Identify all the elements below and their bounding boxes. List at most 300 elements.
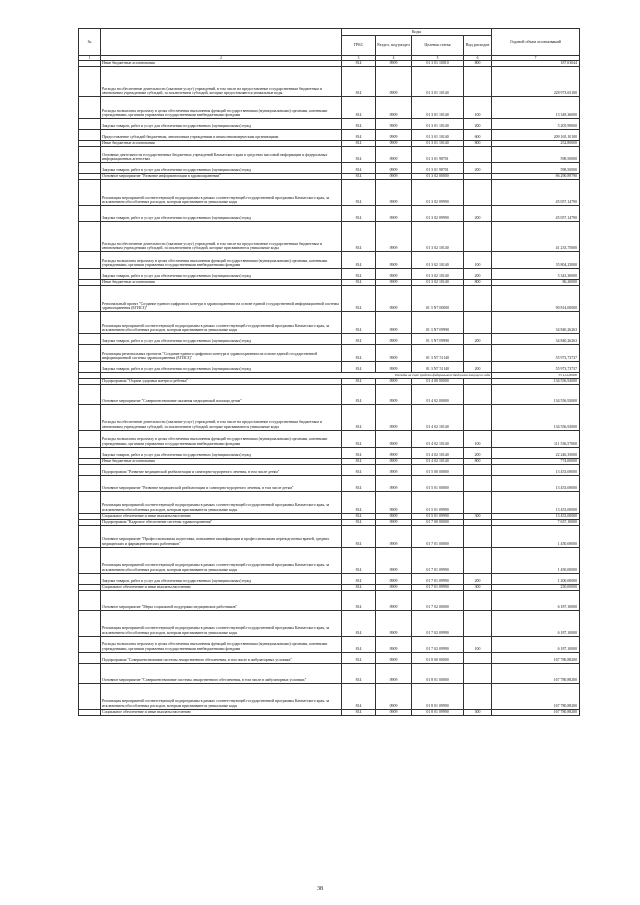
row-grbs-cell: 814 [342,345,376,362]
table-row [79,334,580,345]
row-name-cell: Социальное обеспечение и иные выплаты населению [101,709,342,715]
table-row [79,119,580,130]
row-vr-cell: 800 [464,458,492,464]
table-row [79,312,580,334]
table-row [79,269,580,280]
row-grbs-cell: 814 [342,286,376,312]
row-name-cell: Основное мероприятие "Совершенствование системы лекарственного обеспечения, в том числе в амбулаторных условиях" [101,663,342,683]
row-vr-cell [464,652,492,663]
row-number-cell [79,430,101,447]
row-name-cell: Реализация мероприятий соответствующей подпрограммы в рамках соответствующей государственной программы Камчатского края, за исключением обособленных расходов, которым присваиваются уникальные коды [101,312,342,334]
row-vr-cell [464,222,492,252]
row-name-cell: Закупка товаров, работ и услуг для обеспечения государственных (муниципальных) нужд [101,119,342,130]
row-number-cell [79,252,101,269]
col-index: 3 [342,56,376,61]
row-grbs-cell: 814 [342,222,376,252]
row-razdel-cell: 0909 [376,286,412,312]
row-number-cell [79,312,101,334]
row-grbs-cell: 814 [342,458,376,464]
row-name-cell: Подпрограмма "Развитие медицинской реабилитации и санаторно-курортного лечения, в том числе детям" [101,464,342,475]
row-vr-cell: 200 [464,362,492,373]
table-row [79,130,580,141]
row-name-cell: Реализация мероприятий соответствующей подпрограммы в рамках соответствующей государственной программы Камчатского края, за исключением обособленных расходов, которым присваиваются уникальные коды [101,547,342,573]
row-name-cell: Закупка товаров, работ и услуг для обеспечения государственных (муниципальных) нужд [101,206,342,222]
row-cs-cell: 01 3 01 10140 [412,119,464,130]
row-vr-cell [464,663,492,683]
row-name-cell: Расходы на выплаты персоналу в целях обеспечения выполнения функций государственными (муниципальными) органами, казенными учреждениями, органами управления государственными внебюджетными фондами [101,430,342,447]
row-number-cell [79,180,101,206]
row-number-cell [79,286,101,312]
row-name-cell: Основные деятельности государственных бюджетных учреждений Камчатского края в средствах массовой информации и федеральных информационных агентствах [101,147,342,163]
row-cs-cell: 01 8 00 00000 [412,652,464,663]
row-razdel-cell: 0909 [376,447,412,458]
row-sum-cell: 1 200,00000 [492,573,580,584]
row-number-cell [79,404,101,430]
row-name-cell: Закупка товаров, работ и услуг для обеспечения государственных (муниципальных) нужд [101,269,342,280]
row-grbs-cell: 814 [342,652,376,663]
row-cs-cell: 01 4 02 10140 [412,458,464,464]
row-razdel-cell: 0909 [376,130,412,141]
row-vr-cell [464,464,492,475]
row-razdel-cell: 0909 [376,180,412,206]
row-name-cell: Иные бюджетные ассигнования [101,280,342,286]
row-sum-cell: 55 973,73737 [492,345,580,362]
row-name-cell: Закупка товаров, работ и услуг для обеспечения государственных (муниципальных) нужд [101,362,342,373]
row-grbs-cell: 814 [342,119,376,130]
row-sum-cell: 167 780,88200 [492,652,580,663]
codes-header: Коды [342,29,492,36]
table-body [79,61,580,716]
row-cs-cell: 01 3 01 10140 [412,141,464,147]
row-number-cell [79,130,101,141]
row-cs-cell: 01 3 N7 51140 [412,362,464,373]
row-grbs-cell: 814 [342,525,376,547]
row-vr-cell: 100 [464,430,492,447]
table-row [79,464,580,475]
row-cs-cell: 01 3 02 09990 [412,180,464,206]
row-razdel-cell: 0909 [376,491,412,513]
row-cs-cell: 01 8 01 09990 [412,683,464,709]
table-row [79,709,580,715]
row-number-cell [79,663,101,683]
table-row [79,636,580,652]
row-cs-cell: 01 5 00 00000 [412,464,464,475]
row-razdel-cell: 0909 [376,652,412,663]
row-razdel-cell: 0909 [376,464,412,475]
col-index: 6 [464,56,492,61]
row-name-cell: Реализация мероприятий соответствующей подпрограммы в рамках соответствующей государственной программы Камчатского края, за исключением обособленных расходов, которым присваиваются уникальные коды [101,180,342,206]
row-number-cell [79,67,101,97]
row-number-cell [79,709,101,715]
table-row [79,404,580,430]
row-cs-cell: 01 7 01 09990 [412,584,464,590]
table-row [79,252,580,269]
row-grbs-cell: 814 [342,491,376,513]
col-index: 1 [79,56,101,61]
table-row [79,590,580,610]
row-name-cell: Расходы на выплаты персоналу в целях обеспечения выполнения функций государственными (муниципальными) органами, казенными учреждениями, органами управления государственными внебюджетными фондами [101,252,342,269]
col-razdel-header: Раздел, под-раздел [376,36,412,56]
row-vr-cell: 300 [464,513,492,519]
row-number-cell [79,475,101,491]
row-razdel-cell: 0909 [376,384,412,404]
row-grbs-cell: 814 [342,252,376,269]
row-grbs-cell: 814 [342,584,376,590]
table-row [79,573,580,584]
row-number-cell [79,525,101,547]
row-sum-cell: 209 165,10100 [492,130,580,141]
table-row [79,206,580,222]
table-row [79,683,580,709]
row-razdel-cell: 0909 [376,174,412,180]
row-number-cell [79,652,101,663]
page-number: 38 [317,886,323,892]
row-cs-cell: 01 3 02 10140 [412,280,464,286]
row-grbs-cell: 814 [342,610,376,636]
row-razdel-cell: 0909 [376,163,412,174]
row-grbs-cell: 814 [342,206,376,222]
col-vr-header: Вид расходов [464,36,492,56]
row-razdel-cell: 0909 [376,519,412,525]
row-sum-cell: 134 556,92000 [492,378,580,384]
row-sum-cell: 86,20000 [492,280,580,286]
row-cs-cell: 01 7 02 09990 [412,610,464,636]
row-sum-cell: 90 814,00000 [492,286,580,312]
col-index: 5 [412,56,464,61]
row-razdel-cell: 0909 [376,280,412,286]
row-vr-cell [464,147,492,163]
row-razdel-cell: 0909 [376,636,412,652]
row-name-cell: Расходы на выплаты персоналу в целях обеспечения выполнения функций государственными (муниципальными) органами, казенными учреждениями, органами управления государственными внебюджетными фондами [101,97,342,119]
row-razdel-cell: 0909 [376,430,412,447]
row-cs-cell: 01 3 01 10010 [412,61,464,67]
row-name-cell: Основное мероприятие "Совершенствование оказания медицинской помощи детям" [101,384,342,404]
row-cs-cell: 01 7 02 00000 [412,590,464,610]
col-index: 2 [101,56,342,61]
row-cs-cell: 01 8 01 00000 [412,663,464,683]
row-vr-cell [464,180,492,206]
row-cs-cell: 01 3 N7 09990 [412,334,464,345]
row-vr-cell [464,683,492,709]
row-number-cell [79,384,101,404]
row-razdel-cell: 0909 [376,147,412,163]
row-vr-cell [464,345,492,362]
row-cs-cell: 01 3 02 10140 [412,222,464,252]
row-sum-cell: 187,03044 [492,61,580,67]
row-name-cell: Основное мероприятие "Меры социальной поддержки медицинских работников" [101,590,342,610]
row-cs-cell: 01 3 01 10140 [412,97,464,119]
row-razdel-cell: 0909 [376,584,412,590]
col-name-header [101,29,342,56]
note-text: Расходы за счет средств федерального бюджета текущего года [101,373,492,379]
row-grbs-cell: 814 [342,269,376,280]
row-sum-cell: 6 187,10000 [492,636,580,652]
table-row [79,430,580,447]
row-sum-cell: 22 246,35000 [492,447,580,458]
row-number-cell [79,590,101,610]
row-name-cell: Расходы на обеспечение деятельности (оказание услуг) учреждений, в том числе на предоставление государственным бюджетным и автономным учреждениям субсидий, за исключением субсидий, которые предоставляются уникальные коды [101,67,342,97]
row-razdel-cell: 0909 [376,61,412,67]
row-name-cell: Иные бюджетные ассигнования [101,458,342,464]
row-sum-cell: 45 057,14790 [492,180,580,206]
row-vr-cell: 200 [464,334,492,345]
row-razdel-cell: 0909 [376,312,412,334]
row-sum-cell: 7 637,10000 [492,519,580,525]
row-grbs-cell: 814 [342,312,376,334]
row-name-cell: Расходы на обеспечение деятельности (оказание услуг) учреждений, в том числе на предоставление государственным бюджетным и автономным учреждениям субсидий, за исключением субсидий, которые присваиваются уникальные коды [101,404,342,430]
row-vr-cell: 200 [464,447,492,458]
row-vr-cell: 200 [464,119,492,130]
row-cs-cell: 01 3 N7 09990 [412,312,464,334]
row-number-cell [79,222,101,252]
row-grbs-cell: 814 [342,163,376,174]
table-row [79,163,580,174]
row-cs-cell: 01 7 01 00000 [412,525,464,547]
row-vr-cell [464,312,492,334]
row-name-cell: Реализация мероприятий соответствующей подпрограммы в рамках соответствующей государственной программы Камчатского края, за исключением обособленных расходов, которым присваиваются уникальные коды [101,683,342,709]
row-vr-cell: 100 [464,636,492,652]
row-vr-cell [464,384,492,404]
table-row [79,147,580,163]
table-row [79,67,580,97]
col-grbs-header: ГРБС [342,36,376,56]
row-sum-cell: 250,00000 [492,584,580,590]
row-sum-cell: 45 057,14790 [492,206,580,222]
col-index: 7 [492,56,580,61]
row-grbs-cell: 814 [342,67,376,97]
row-sum-cell: 34 840,26263 [492,312,580,334]
row-number-cell [79,97,101,119]
row-razdel-cell: 0909 [376,610,412,636]
row-vr-cell [464,491,492,513]
row-vr-cell: 300 [464,584,492,590]
row-razdel-cell: 0909 [376,222,412,252]
row-cs-cell: 01 5 01 09990 [412,491,464,513]
row-number-cell [79,447,101,458]
table-row [79,97,580,119]
row-name-cell: Подпрограмма "Кадровое обеспечение системы здравоохранения" [101,519,342,525]
row-sum-cell: 167 780,88200 [492,709,580,715]
row-grbs-cell: 814 [342,464,376,475]
row-razdel-cell: 0909 [376,590,412,610]
row-cs-cell: 01 3 01 98701 [412,147,464,163]
row-vr-cell: 800 [464,280,492,286]
row-grbs-cell: 814 [342,404,376,430]
row-vr-cell [464,67,492,97]
row-grbs-cell: 814 [342,334,376,345]
row-grbs-cell: 814 [342,683,376,709]
row-grbs-cell: 814 [342,430,376,447]
row-name-cell: Социальное обеспечение и иные выплаты населению [101,584,342,590]
row-vr-cell: 800 [464,61,492,67]
row-sum-cell: 6 187,10000 [492,590,580,610]
row-sum-cell: 86 290,89790 [492,174,580,180]
row-vr-cell [464,590,492,610]
row-razdel-cell: 0909 [376,547,412,573]
row-sum-cell: 1 450,00000 [492,525,580,547]
row-cs-cell: 01 7 01 09990 [412,573,464,584]
row-vr-cell: 200 [464,163,492,174]
table-row [79,222,580,252]
row-cs-cell: 01 3 N7 51140 [412,345,464,362]
row-razdel-cell: 0909 [376,119,412,130]
table-row [79,345,580,362]
row-sum-cell: 6 187,10000 [492,610,580,636]
row-razdel-cell: 0909 [376,475,412,491]
row-sum-cell: 13 453,00000 [492,491,580,513]
row-grbs-cell: 814 [342,636,376,652]
row-sum-cell: 1 450,00000 [492,547,580,573]
row-number-cell [79,610,101,636]
row-number-cell [79,163,101,174]
row-sum-cell: 35 804,25000 [492,252,580,269]
row-grbs-cell: 814 [342,130,376,141]
row-grbs-cell: 814 [342,513,376,519]
row-razdel-cell: 0909 [376,573,412,584]
row-number-cell [79,345,101,362]
row-grbs-cell: 814 [342,147,376,163]
row-name-cell: Реализация региональных проектов "Создание единого цифрового контура в здравоохранении на основе единой государственной информационной системы здравоохранения (ЕГИСЗ)" [101,345,342,362]
row-cs-cell: 01 3 01 10140 [412,67,464,97]
row-name-cell: Закупка товаров, работ и услуг для обеспечения государственных (муниципальных) нужд [101,334,342,345]
row-name-cell: Подпрограмма "Совершенствование системы лекарственного обеспечения, в том числе в амбулаторных условиях" [101,652,342,663]
row-vr-cell: 200 [464,206,492,222]
row-sum-cell: 252,80000 [492,141,580,147]
row-cs-cell: 01 4 02 10140 [412,404,464,430]
row-cs-cell: 01 4 00 00000 [412,378,464,384]
row-grbs-cell: 814 [342,378,376,384]
row-grbs-cell: 814 [342,709,376,715]
budget-table-page [78,28,579,716]
row-name-cell: Подпрограмма "Охрана здоровья матери и ребенка" [101,378,342,384]
row-name-cell: Предоставление субсидий бюджетным, автономным учреждениям и иным некоммерческим организациям [101,130,342,141]
row-name-cell: Основное мероприятие "Профессиональная подготовка, повышение квалификации и профессиональная переподготовка врачей, средних медицинских и фармацевтических работников" [101,525,342,547]
note-sum: 55 414,00000 [492,373,580,379]
table-header [79,29,580,61]
row-number-cell [79,573,101,584]
row-sum-cell: 167 780,88200 [492,683,580,709]
col-sum-header: Годовой объем ассигнований [492,29,580,56]
row-name-cell: Иные бюджетные ассигнования [101,141,342,147]
row-number-cell [79,269,101,280]
row-name-cell: Основное мероприятие "Развитие медицинской реабилитации и санаторно-курортного лечения, в том числе детям" [101,475,342,491]
row-number-cell [79,119,101,130]
col-num-header: № [79,29,101,56]
row-sum-cell: 13 453,00000 [492,513,580,519]
row-cs-cell: 01 7 01 09990 [412,547,464,573]
row-razdel-cell: 0909 [376,97,412,119]
row-vr-cell: 600 [464,130,492,141]
row-vr-cell [464,547,492,573]
table-row [79,475,580,491]
row-sum-cell: 111 536,57000 [492,430,580,447]
row-razdel-cell: 0909 [376,269,412,280]
col-index: 4 [376,56,412,61]
table-row [79,180,580,206]
row-name-cell: Основное мероприятие "Развитие информатизации в здравоохранении" [101,174,342,180]
row-razdel-cell: 0909 [376,378,412,384]
table-row [79,663,580,683]
row-sum-cell: 5 205,99000 [492,119,580,130]
row-razdel-cell: 0909 [376,683,412,709]
row-cs-cell: 01 3 N7 00000 [412,286,464,312]
row-name-cell: Реализация мероприятий соответствующей подпрограммы в рамках соответствующей государственной программы Камчатского края, за исключением обособленных расходов, которым присваиваются уникальные коды [101,491,342,513]
row-cs-cell: 01 4 02 00000 [412,384,464,404]
row-number-cell [79,147,101,163]
row-razdel-cell: 0909 [376,663,412,683]
row-grbs-cell: 814 [342,447,376,458]
row-sum-cell: 134 556,92000 [492,404,580,430]
row-cs-cell: 01 3 02 09990 [412,206,464,222]
row-grbs-cell: 814 [342,141,376,147]
row-razdel-cell: 0909 [376,345,412,362]
row-sum-cell: 598,50000 [492,163,580,174]
row-number-cell [79,206,101,222]
row-vr-cell [464,404,492,430]
row-sum-cell: 167 780,88200 [492,663,580,683]
row-number-cell [79,636,101,652]
row-vr-cell: 100 [464,252,492,269]
table-row [79,652,580,663]
row-number-cell [79,334,101,345]
row-sum-cell: 5 343,30000 [492,269,580,280]
row-cs-cell: 01 3 02 10140 [412,269,464,280]
row-razdel-cell: 0909 [376,334,412,345]
row-vr-cell: 200 [464,269,492,280]
row-sum-cell: 13 453,00000 [492,475,580,491]
row-razdel-cell: 0909 [376,709,412,715]
row-name-cell: Расходы на выплаты персоналу в целях обеспечения выполнения функций государственными (муниципальными) органами, казенными учреждениями, органами управления государственными внебюджетными фондами [101,636,342,652]
row-name-cell: Иные бюджетные ассигнования [101,61,342,67]
row-grbs-cell: 814 [342,384,376,404]
row-cs-cell: 01 3 01 10140 [412,130,464,141]
row-grbs-cell: 814 [342,180,376,206]
row-grbs-cell: 814 [342,174,376,180]
row-cs-cell: 01 7 02 09990 [412,636,464,652]
row-razdel-cell: 0909 [376,206,412,222]
row-grbs-cell: 814 [342,280,376,286]
row-vr-cell [464,475,492,491]
row-razdel-cell: 0909 [376,525,412,547]
row-cs-cell: 01 4 02 10140 [412,430,464,447]
table-row [79,491,580,513]
table-row [79,447,580,458]
row-razdel-cell: 0909 [376,513,412,519]
row-sum-cell: 598,50000 [492,147,580,163]
row-name-cell: Региональный проект "Создание единого цифрового контура в здравоохранении на основе единой государственной информационной системы здравоохранения (ЕГИСЗ)" [101,286,342,312]
row-name-cell: Закупка товаров, работ и услуг для обеспечения государственных (муниципальных) нужд [101,573,342,584]
row-grbs-cell: 814 [342,61,376,67]
row-grbs-cell: 814 [342,362,376,373]
row-sum-cell: 41 233,75000 [492,222,580,252]
row-sum-cell: 13 349,36000 [492,97,580,119]
row-number-cell [79,683,101,709]
row-vr-cell: 200 [464,573,492,584]
table-row [79,525,580,547]
table-row [79,547,580,573]
col-cs-header: Целевая статья [412,36,464,56]
row-number-cell [79,547,101,573]
row-number-cell [79,362,101,373]
table-row [79,362,580,373]
table-row [79,610,580,636]
row-sum-cell: 13 453,00000 [492,464,580,475]
budget-table [78,28,580,716]
row-grbs-cell: 814 [342,475,376,491]
row-vr-cell [464,286,492,312]
table-row [79,286,580,312]
table-row [79,384,580,404]
